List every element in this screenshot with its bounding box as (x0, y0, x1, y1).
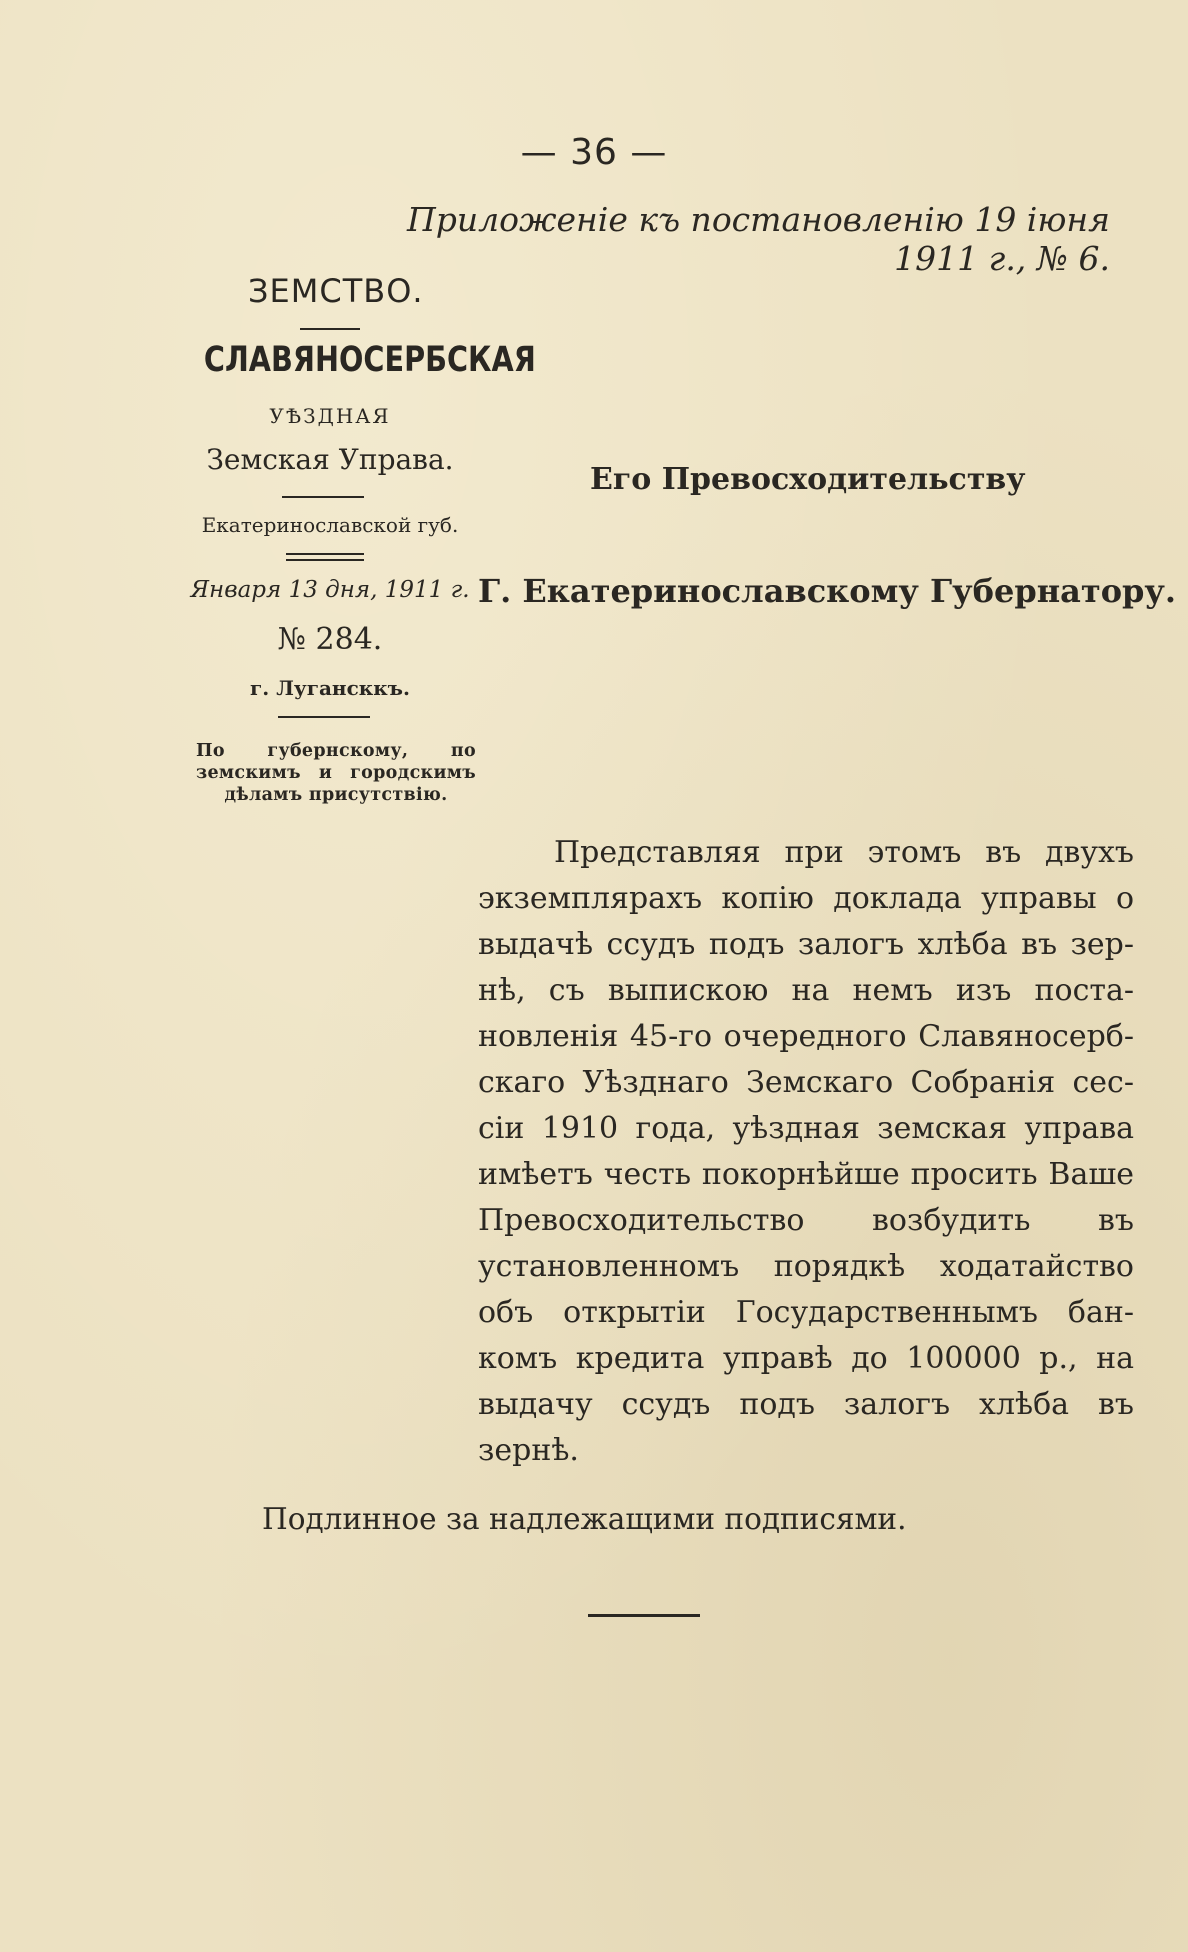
addressee-title: Его Превосходительству (590, 462, 1026, 497)
city-name: г. Лугансккъ. (250, 676, 410, 700)
presence-note: По губернскому, по земскимъ и городскимъ дѣламъ присутствію. (196, 741, 476, 805)
appendix-note: Приложеніе къ постановленію 19 іюня 1911 г., № 6. (406, 200, 1110, 278)
bottom-divider (588, 1614, 700, 1617)
divider (300, 328, 360, 330)
district-type: УѢЗДНАЯ (269, 404, 391, 428)
closing-line: Подлинное за надлежащими подписями. (262, 1502, 907, 1536)
divider (282, 496, 364, 498)
page-number: — 36 — (520, 132, 668, 173)
district-name: СЛАВЯНОСЕРБСКАЯ (203, 340, 536, 380)
addressee-name: Г. Екатеринославскому Губернатору. (478, 572, 1177, 610)
double-divider-top (286, 553, 364, 555)
double-divider-bottom (286, 559, 364, 561)
province-name: Екатеринославской губ. (201, 513, 459, 537)
divider (278, 716, 370, 718)
zemstvo-label: ЗЕМСТВО. (248, 272, 424, 310)
letter-number: № 284. (277, 622, 383, 657)
letter-date: Января 13 дня, 1911 г. (190, 577, 470, 603)
body-paragraph: Представляя при этомъ въ двухъ экземплярахъ копію доклада управы о выдачѣ ссудъ подъ залогъ хлѣба въ зернѣ, съ выпискою на немъ изъ постановленія 45-го очередного Славяносербскаго Уѣзднаго Земскаго Собранія сессіи 1910 года, уѣздная земская управа имѣетъ честь покорнѣйше просить Ваше Превосходительство возбудить въ установленномъ порядкѣ ходатайство объ открытіи Государственнымъ банкомъ кредита управѣ до 100000 р., на выдачу ссудъ подъ залогъ хлѣба въ зернѣ. (478, 835, 1134, 1468)
board-name: Земская Управа. (206, 443, 454, 476)
